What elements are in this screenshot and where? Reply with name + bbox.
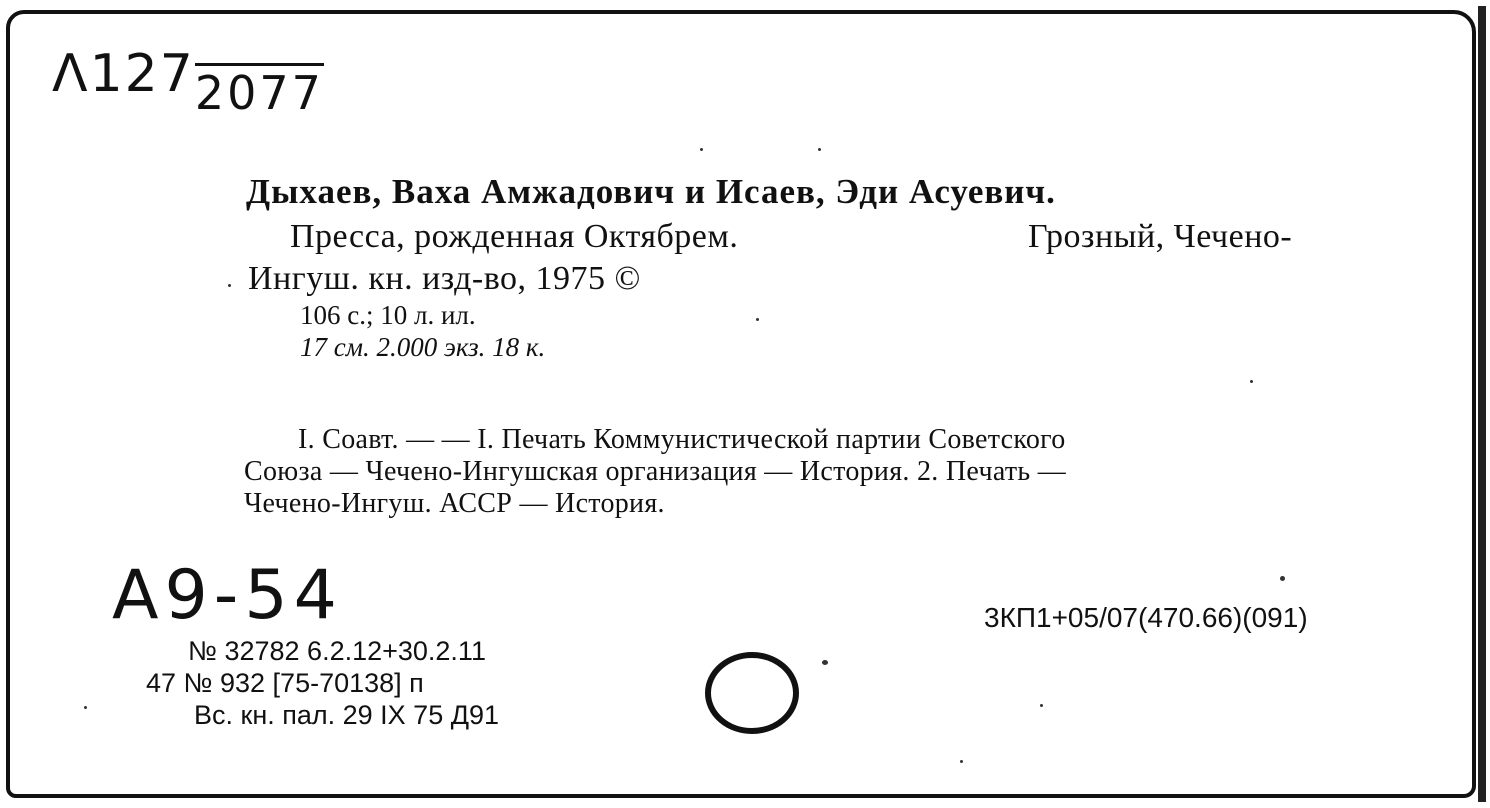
handwritten-index-code: А9-54 [112, 556, 343, 635]
physical-description-2: 17 см. 2.000 экз. 18 к. [300, 332, 546, 362]
card-edge [1478, 6, 1486, 802]
physical-description-1: 106 с.; 10 л. ил. [300, 300, 476, 330]
scan-speck [756, 318, 759, 321]
footer-line-1: № 32782 6.2.12+30.2.11 [188, 636, 486, 666]
scan-speck [84, 706, 87, 709]
notes-line-3: Чечено-Ингуш. АССР — История. [244, 488, 665, 519]
scan-speck [700, 148, 703, 151]
scan-speck [1040, 704, 1043, 707]
title-line-2: Ингуш. кн. изд-во, 1975 © [248, 260, 641, 297]
punch-hole-circle [700, 650, 810, 740]
scan-speck [228, 284, 231, 287]
title-line-1-left: Пресса, рожденная Октябрем. [290, 218, 739, 255]
scan-speck [818, 148, 821, 151]
scan-speck [1280, 576, 1285, 581]
notes-line-1: I. Соавт. — — I. Печать Коммунистической партии Советского [298, 424, 1066, 455]
scan-speck [1250, 380, 1253, 383]
author-line: Дыхаев, Ваха Амжадович и Исаев, Эди Асуевич. [246, 172, 1056, 211]
footer-line-2: 47 № 932 [75-70138] п [146, 668, 424, 698]
scan-speck [822, 660, 828, 665]
handwritten-shelfmark [52, 44, 324, 120]
notes-line-2: Союза — Чечено-Ингушская организация — История. 2. Печать — [244, 456, 1067, 487]
shelfmark-prefix: Λ127 [52, 44, 195, 104]
classification-code: 3КП1+05/07(470.66)(091) [984, 602, 1308, 633]
scan-speck [960, 760, 963, 763]
footer-line-3: Вс. кн. пал. 29 IX 75 Д91 [194, 700, 500, 730]
title-line-1-right: Грозный, Чечено- [1028, 218, 1293, 255]
shelfmark-number: 2077 [195, 63, 324, 120]
